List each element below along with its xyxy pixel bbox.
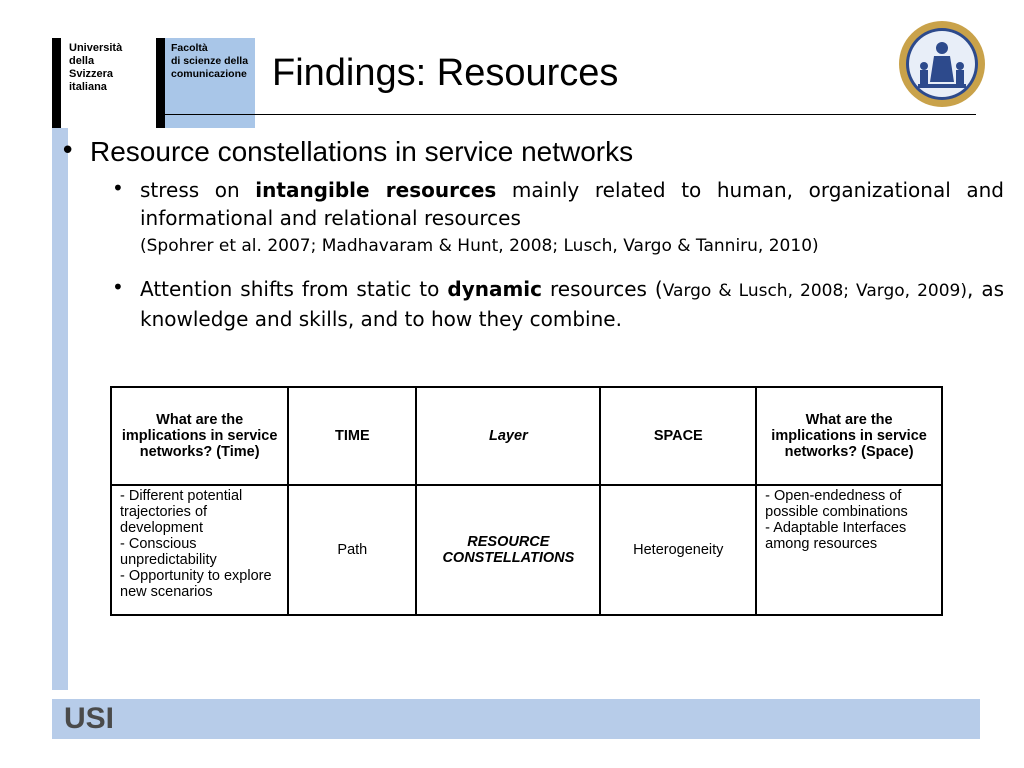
footer-band	[52, 699, 980, 739]
left-accent-bar	[52, 128, 68, 690]
table-header: What are the implications in service networks? (Time)	[111, 387, 288, 485]
footer-logo: USI	[64, 702, 115, 735]
logo-faculty-text: Facoltà di scienze della comunicazione	[171, 42, 249, 80]
emphasis: dynamic	[447, 277, 543, 301]
text: Attention shifts from static to	[140, 277, 448, 301]
title-divider	[156, 114, 976, 115]
table-header: What are the implications in service networks? (Space)	[756, 387, 942, 485]
text: mainly related to human, organizational and informational and relational resources	[140, 178, 1004, 230]
table-cell: Path	[288, 485, 416, 615]
table-cell: - Open-endedness of possible combinations - Adaptable Interfaces among resources	[756, 485, 942, 615]
table-cell: Heterogeneity	[600, 485, 756, 615]
logo-bar	[52, 38, 61, 128]
sub-bullet-dynamic	[140, 275, 1004, 333]
text: stress on	[140, 178, 256, 202]
table-header-row	[111, 387, 942, 485]
slide-title: Findings: Resources	[272, 52, 619, 94]
table-row	[111, 485, 942, 615]
sub-bullet-intangible	[140, 176, 1004, 260]
bullet-dot: •	[112, 275, 124, 299]
citation: (Spohrer et al. 2007; Madhavaram & Hunt, 2008; Lusch, Vargo & Tanniru, 2010)	[140, 236, 819, 256]
table-cell: - Different potential trajectories of development - Conscious unpredictability - Opportunity to explore new scenarios	[111, 485, 288, 615]
implications-table	[110, 386, 943, 616]
table-cell: RESOURCE CONSTELLATIONS	[416, 485, 600, 615]
emphasis: intangible resources	[255, 178, 497, 202]
main-bullet: Resource constellations in service networks	[90, 136, 634, 167]
text: resources (	[542, 277, 663, 301]
text: , as knowledge and skills, and to how they combine.	[140, 277, 1005, 331]
bullet-dot: •	[112, 176, 124, 200]
logo-university-text: Università della Svizzera italiana	[69, 42, 123, 93]
university-seal-icon	[898, 20, 986, 108]
table-header: Layer	[416, 387, 600, 485]
table-header: TIME	[288, 387, 416, 485]
bullet-dot: •	[60, 136, 76, 166]
citation: Vargo & Lusch, 2008; Vargo, 2009)	[662, 281, 967, 301]
table-header: SPACE	[600, 387, 756, 485]
